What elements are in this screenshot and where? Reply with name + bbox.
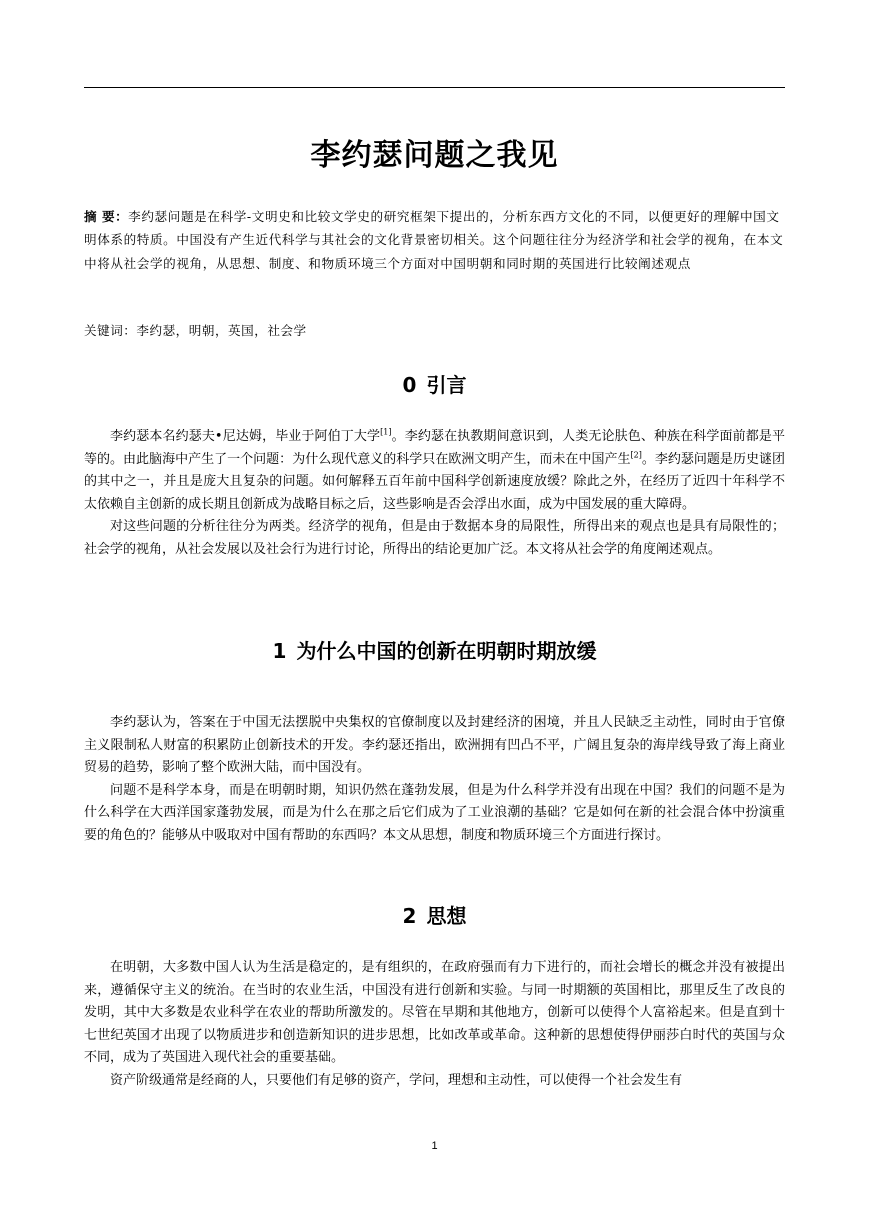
section-title: 思想 xyxy=(426,904,467,928)
citation: [2] xyxy=(630,450,642,460)
header-rule xyxy=(84,87,785,88)
keywords-text: 李约瑟，明朝，英国，社会学 xyxy=(136,323,307,338)
section-number: 2 xyxy=(402,904,417,928)
section-title: 为什么中国的创新在明朝时期放缓 xyxy=(296,639,597,663)
section-number: 0 xyxy=(402,373,417,397)
paragraph: 对这些问题的分析往往分为两类。经济学的视角，但是由于数据本身的局限性，所得出来的观点也是具有局限性的；社会学的视角，从社会发展以及社会行为进行讨论，所得出的结论更加广泛。本文将从社会学的角度阐述观点。 xyxy=(84,519,785,557)
section-body-1 xyxy=(84,712,785,848)
section-body-0 xyxy=(84,426,785,562)
section-heading-0 xyxy=(84,371,785,399)
paragraph-text: 李约瑟本名约瑟夫•尼达姆，毕业于阿伯丁大学 xyxy=(110,429,381,444)
citation: [1] xyxy=(380,427,392,437)
page-number: 1 xyxy=(431,1140,438,1152)
keywords xyxy=(84,319,785,342)
section-body-2 xyxy=(84,957,785,1093)
abstract xyxy=(84,205,785,275)
section-number: 1 xyxy=(272,639,287,663)
paragraph: 问题不是科学本身，而是在明朝时期，知识仍然在蓬勃发展，但是为什么科学并没有出现在中国？我们的问题不是为什么科学在大西洋国家蓬勃发展，而是为什么在那之后它们成为了工业浪潮的基础？它是如何在新的社会混合体中扮演重要的角色的？能够从中吸取对中国有帮助的东西吗？本文从思想，制度和物质环境三个方面进行探讨。 xyxy=(84,782,785,843)
abstract-label: 摘 要： xyxy=(84,209,129,224)
paragraph xyxy=(84,426,785,516)
paragraph: 在明朝，大多数中国人认为生活是稳定的，是有组织的，在政府强而有力下进行的，而社会增长的概念并没有被提出来，遵循保守主义的统治。在当时的农业生活，中国没有进行创新和实验。与同一时期额的英国相比，那里反生了改良的发明，其中大多数是农业科学在农业的帮助所激发的。尽管在早期和其他地方，创新可以使得个人富裕起来。但是直到十七世纪英国才出现了以物质进步和创造新知识的进步思想，比如改革或革命。这种新的思想使得伊丽莎白时代的英国与众不同，成为了英国进入现代社会的重要基础。 xyxy=(84,960,785,1066)
section-title: 引言 xyxy=(426,373,467,397)
paper-title: 李约瑟问题之我见 xyxy=(310,138,559,173)
section-heading-2 xyxy=(84,902,785,930)
paragraph-text: 。李约瑟在执教期间意识到，人类无论肤色、种族在科学面前都是平等的。由此脑海中产生了一个问题：为什么现代意义的科学只在欧洲文明产生，而未在中国产生 xyxy=(84,429,785,467)
paragraph: 李约瑟认为，答案在于中国无法摆脱中央集权的官僚制度以及封建经济的困境，并且人民缺乏主动性，同时由于官僚主义限制私人财富的积累防止创新技术的开发。李约瑟还指出，欧洲拥有凹凸不平，广阔且复杂的海岸线导致了海上商业贸易的趋势，影响了整个欧洲大陆，而中国没有。 xyxy=(84,715,785,776)
paragraph: 资产阶级通常是经商的人，只要他们有足够的资产，学问，理想和主动性，可以使得一个社会发生有 xyxy=(110,1072,683,1088)
paragraph-text: 。李约瑟问题是历史谜团的其中之一，并且是庞大且复杂的问题。如何解释五百年前中国科学创新速度放缓？除此之外，在经历了近四十年科学不太依赖自主创新的成长期且创新成为战略目标之后，这些影响是否会浮出水面，成为中国发展的重大障碍。 xyxy=(84,451,785,512)
section-heading-1 xyxy=(84,637,785,665)
keywords-label: 关键词： xyxy=(84,323,137,338)
abstract-text: 李约瑟问题是在科学-文明史和比较文学史的研究框架下提出的，分析东西方文化的不同，以便更好的理解中国文明体系的特质。中国没有产生近代科学与其社会的文化背景密切相关。这个问题往往分为经济学和社会学的视角，在本文中将从社会学的视角，从思想、制度、和物质环境三个方面对中国明朝和同时期的英国进行比较阐述观点 xyxy=(84,209,784,271)
